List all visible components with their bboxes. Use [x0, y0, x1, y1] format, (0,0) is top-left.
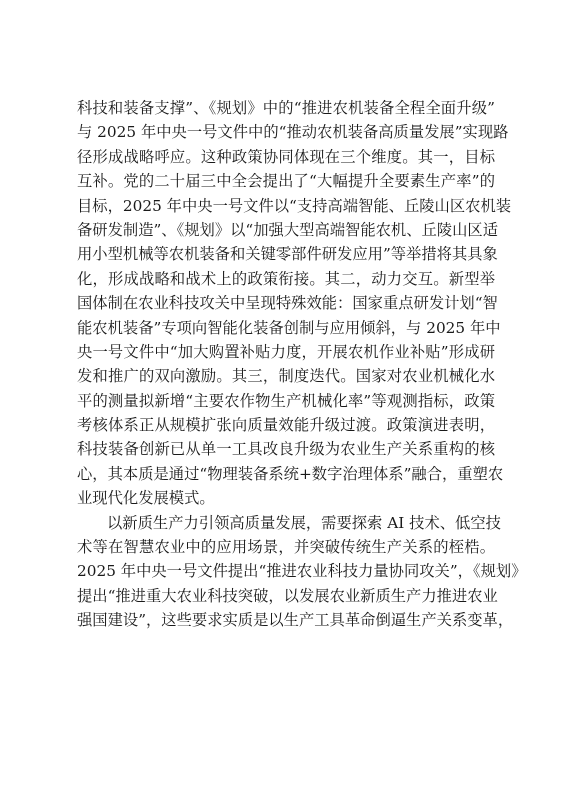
text-line: 术等在智慧农业中的应用场景，并突破传统生产关系的桎梏。	[77, 538, 495, 557]
text-line: 化，形成战略和战术上的政策衔接。其二，动力交互。新型举	[77, 269, 495, 288]
text-line: 平的测量拟新增“主要农作物生产机械化率”等观测指标，政策	[77, 391, 495, 410]
text-line: 2025 年中央一号文件提出“推进农业科技力量协同攻关”，《规划》	[77, 562, 527, 581]
text-line: 以新质生产力引领高质量发展，需要探索 AI 技术、低空技	[107, 513, 501, 532]
text-line: 发和推广的双向激励。其三，制度迭代。国家对农业机械化水	[77, 367, 495, 386]
text-line: 用小型机械等农机装备和关键零部件研发应用”等举措将其具象	[77, 245, 498, 264]
text-line: 径形成战略呼应。这种政策协同体现在三个维度。其一，目标	[77, 147, 495, 166]
paragraph	[77, 96, 512, 511]
text-line: 能农机装备”专项向智能化装备创制与应用倾斜，与 2025 年中	[77, 318, 501, 337]
text-line: 考核体系正从规模扩张向质量效能升级过渡。政策演进表明，	[77, 416, 495, 435]
body-text	[77, 96, 527, 633]
text-line: 与 2025 年中央一号文件中的“推动农机装备高质量发展”实现路	[77, 123, 509, 142]
text-line: 提出“推进重大农业科技突破，以发展农业新质生产力推进农业	[77, 586, 498, 605]
text-line: 心，其本质是通过“物理装备系统+数字治理体系”融合，重塑农	[77, 464, 504, 483]
paragraph	[77, 511, 527, 633]
text-line: 业现代化发展模式。	[77, 489, 215, 508]
text-line: 国体制在农业科技攻关中呈现特殊效能：国家重点研发计划“智	[77, 294, 498, 313]
text-line: 央一号文件中“加大购置补贴力度，开展农机作业补贴”形成研	[77, 342, 495, 361]
text-line: 科技和装备支撑”、《规划》中的“推进农机装备全程全面升级”	[77, 99, 495, 117]
text-line: 科技装备创新已从单一工具改良升级为农业生产关系重构的核	[77, 440, 495, 459]
text-line: 备研发制造”、《规划》以“加强大型高端智能农机、丘陵山区适	[77, 220, 499, 239]
text-line: 互补。党的二十届三中全会提出了“大幅提升全要素生产率”的	[77, 172, 495, 191]
text-line: 强国建设”，这些要求实质是以生产工具革命倒逼生产关系变革，	[77, 611, 514, 630]
text-line: 目标，2025 年中央一号文件以“支持高端智能、丘陵山区农机装	[77, 196, 512, 215]
